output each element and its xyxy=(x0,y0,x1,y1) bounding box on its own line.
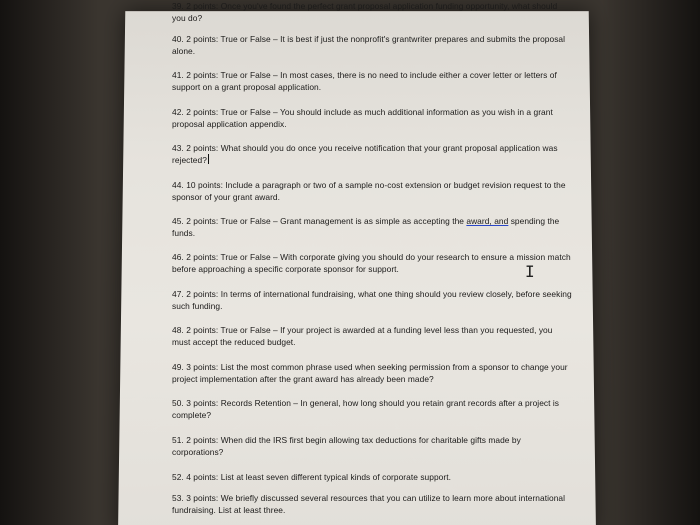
question-text: True or False – With corporate giving you should do your research to ensure a mission match before approaching a specific corporate sponsor for support. xyxy=(172,252,571,274)
question-number: 49. xyxy=(172,362,184,372)
question-text: Records Retention – In general, how long should you retain grant records after a project is complete? xyxy=(172,398,560,420)
question-number: 46. xyxy=(172,252,184,262)
question-points: 2 points: xyxy=(186,34,219,44)
question-points: 2 points: xyxy=(186,1,219,11)
question-text: We briefly discussed several resources that you can utilize to learn more about international fundraising. List at least three. xyxy=(172,493,566,515)
question-text: What should you do once you receive notification that your grant proposal application was rejected? xyxy=(172,143,558,165)
question-points: 4 points: xyxy=(186,472,219,482)
question-number: 41. xyxy=(172,70,184,80)
question-50[interactable] xyxy=(172,397,572,421)
question-44[interactable] xyxy=(172,179,572,203)
question-40[interactable] xyxy=(172,33,572,57)
question-points: 2 points: xyxy=(186,143,219,153)
question-text-before: True or False – Grant management is as simple as accepting the xyxy=(220,216,467,226)
question-points: 3 points: xyxy=(186,493,219,503)
question-number: 53. xyxy=(172,493,184,503)
question-number: 52. xyxy=(172,472,184,482)
ibeam-cursor-icon: I xyxy=(525,262,535,281)
question-49[interactable] xyxy=(172,361,572,385)
text-caret xyxy=(208,154,209,164)
question-points: 2 points: xyxy=(186,107,219,117)
question-points: 2 points: xyxy=(186,70,219,80)
question-points: 2 points: xyxy=(186,325,219,335)
question-47[interactable] xyxy=(172,288,572,312)
question-51[interactable] xyxy=(172,434,572,458)
question-text: True or False – In most cases, there is no need to include either a cover letter or letters of support on a grant proposal application. xyxy=(172,70,557,92)
question-points: 10 points: xyxy=(186,180,224,190)
question-points: 3 points: xyxy=(186,398,219,408)
question-text: Include a paragraph or two of a sample no-cost extension or budget revision request to the sponsor of your grant award. xyxy=(172,180,566,202)
question-41[interactable] xyxy=(172,69,572,93)
question-42[interactable] xyxy=(172,106,572,130)
question-46[interactable] xyxy=(172,251,572,275)
question-points: 3 points: xyxy=(186,362,219,372)
question-text: True or False – If your project is awarded at a funding level less than you requested, you must accept the reduced budget. xyxy=(172,325,553,347)
spellcheck-underlined-text[interactable]: award, and xyxy=(466,216,509,226)
question-number: 50. xyxy=(172,398,184,408)
question-points: 2 points: xyxy=(186,252,219,262)
question-number: 51. xyxy=(172,435,184,445)
question-text: In terms of international fundraising, what one thing should you review closely, before seeking such funding. xyxy=(172,289,572,311)
question-number: 40. xyxy=(172,34,184,44)
question-number: 44. xyxy=(172,180,184,190)
question-points: 2 points: xyxy=(186,289,219,299)
question-text: True or False – You should include as much additional information as you wish in a grant proposal application appendix. xyxy=(172,107,553,129)
question-text: When did the IRS first begin allowing tax deductions for charitable gifts made by corporations? xyxy=(172,435,521,457)
question-points: 2 points: xyxy=(186,435,219,445)
question-number: 48. xyxy=(172,325,184,335)
question-53[interactable] xyxy=(172,492,572,516)
question-text: List the most common phrase used when seeking permission from a sponsor to change your project implementation after the grant award has already been made? xyxy=(172,362,568,384)
question-39[interactable] xyxy=(172,0,572,24)
question-number: 45. xyxy=(172,216,184,226)
question-52[interactable] xyxy=(172,471,572,483)
question-48[interactable] xyxy=(172,324,572,348)
question-43[interactable] xyxy=(172,142,572,166)
question-number: 42. xyxy=(172,107,184,117)
question-text: List at least seven different typical kinds of corporate support. xyxy=(220,472,451,482)
question-45[interactable] xyxy=(172,215,572,239)
question-text: True or False – It is best if just the nonprofit's grantwriter prepares and submits the proposal alone. xyxy=(172,34,566,56)
question-text-after: spending the funds. xyxy=(172,216,560,238)
question-number: 47. xyxy=(172,289,184,299)
question-points: 2 points: xyxy=(186,216,219,226)
question-number: 39. xyxy=(172,1,184,11)
question-number: 43. xyxy=(172,143,184,153)
question-text: Once you've found the perfect grant proposal application funding opportunity, what should you do? xyxy=(172,1,558,23)
